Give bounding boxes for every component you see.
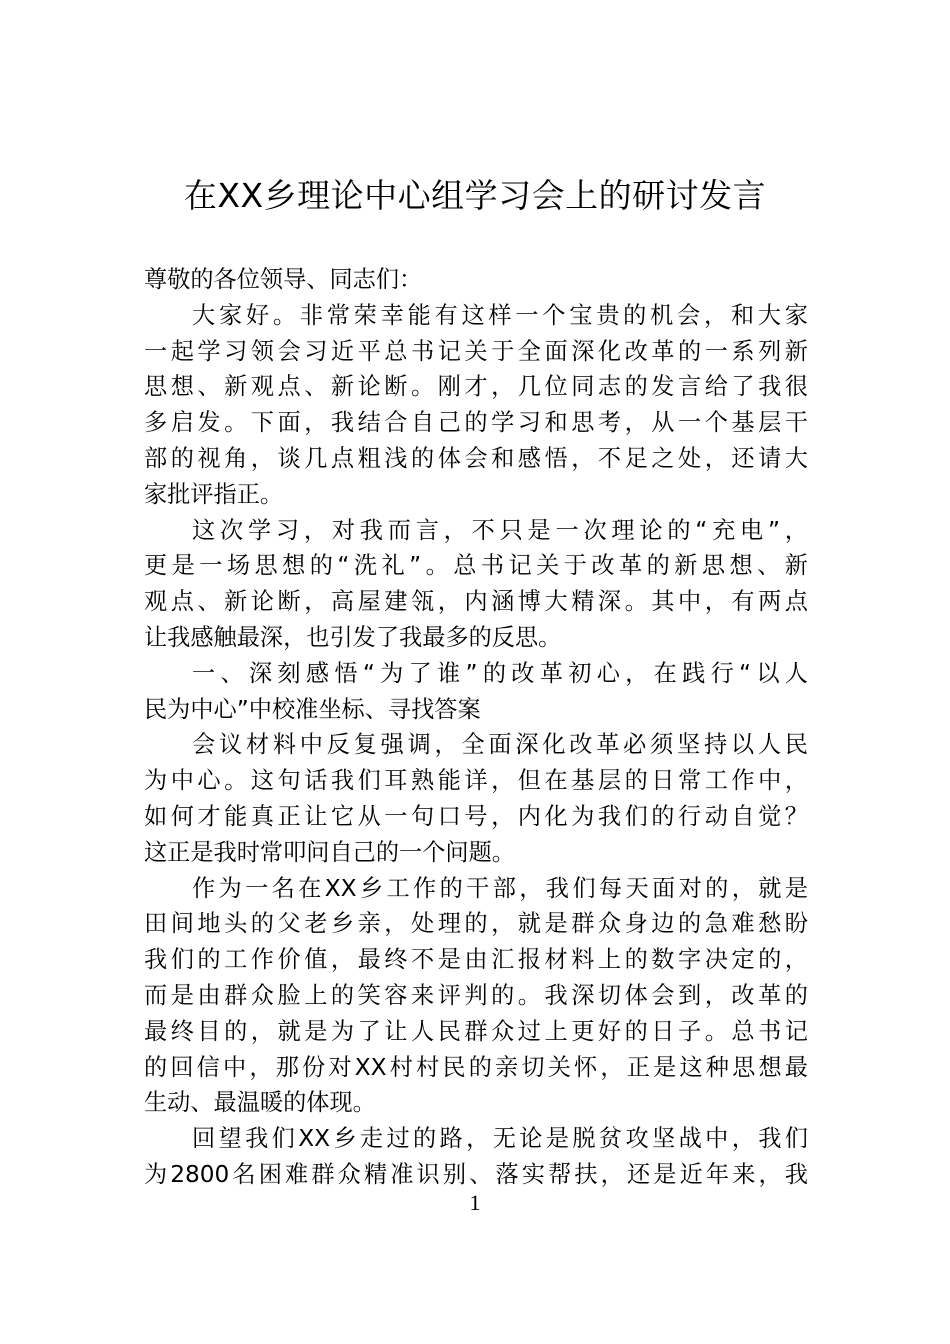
text-line: 回望我们XX乡走过的路，无论是脱贫攻坚战中，我们: [192, 1125, 808, 1153]
text-line: 观点、新论断，高屋建瓴，内涵博大精深。其中，有两点: [144, 588, 808, 616]
text-line: 更是一场思想的“洗礼”。总书记关于改革的新思想、新: [144, 552, 808, 580]
text-line: 为2800名困难群众精准识别、落实帮扶，还是近年来，我: [144, 1160, 808, 1188]
text-line: 家批评指正。: [144, 480, 284, 508]
text-line: 我们的工作价值，最终不是由汇报材料上的数字决定的，: [144, 946, 808, 974]
text-line: 大家好。非常荣幸能有这样一个宝贵的机会，和大家: [192, 301, 808, 329]
text-line: 作为一名在XX乡工作的干部，我们每天面对的，就是: [192, 874, 808, 902]
text-line: 让我感触最深，也引发了我最多的反思。: [144, 623, 562, 651]
text-line: 一起学习领会习近平总书记关于全面深化改革的一系列新: [144, 337, 808, 365]
text-line: 的回信中，那份对XX村村民的亲切关怀，正是这种思想最: [144, 1053, 808, 1081]
text-line: 思想、新观点、新论断。刚才，几位同志的发言给了我很: [144, 373, 808, 401]
text-line: 田间地头的父老乡亲，处理的，就是群众身边的急难愁盼: [144, 910, 808, 938]
text-line: 部的视角，谈几点粗浅的体会和感悟，不足之处，还请大: [144, 444, 808, 472]
text-line: 为中心。这句话我们耳熟能详，但在基层的日常工作中，: [144, 767, 808, 795]
text-line: 最终目的，就是为了让人民群众过上更好的日子。总书记: [144, 1017, 808, 1045]
section-heading-line: 一、深刻感悟“为了谁”的改革初心，在践行“以人: [192, 659, 808, 687]
text-line: 这正是我时常叩问自己的一个问题。: [144, 838, 515, 866]
text-line: 这次学习，对我而言，不只是一次理论的“充电”，: [192, 516, 808, 544]
page-number: 1: [469, 1190, 481, 1215]
document-title: 在XX乡理论中心组学习会上的研讨发言: [183, 176, 767, 215]
text-line: 如何才能真正让它从一句口号，内化为我们的行动自觉？: [144, 802, 808, 830]
section-heading-line: 民为中心”中校准坐标、寻找答案: [144, 695, 481, 723]
text-line: 多启发。下面，我结合自己的学习和思考，从一个基层干: [144, 409, 808, 437]
text-line: 会议材料中反复强调，全面深化改革必须坚持以人民: [192, 731, 808, 759]
document-body: [144, 262, 808, 1193]
text-line: 生动、最温暖的体现。: [144, 1089, 376, 1117]
salutation-line: 尊敬的各位领导、同志们：: [144, 266, 423, 293]
text-line: 而是由群众脸上的笑容来评判的。我深切体会到，改革的: [144, 981, 808, 1009]
